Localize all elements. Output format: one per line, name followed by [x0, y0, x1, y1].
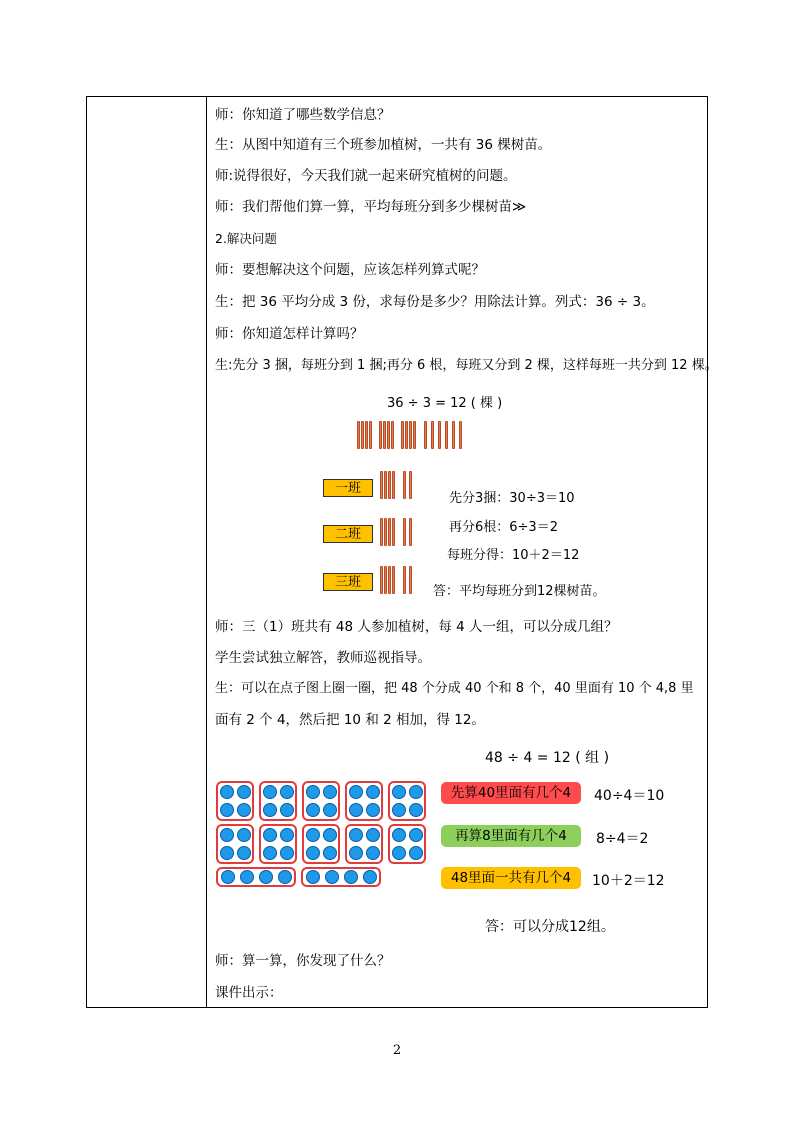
- dot: [263, 828, 277, 842]
- dot: [349, 785, 363, 799]
- step-calc: 10＋2＝12: [592, 873, 665, 889]
- stick-bundle: [380, 471, 398, 499]
- dot: [409, 785, 423, 799]
- dot-group: [302, 781, 340, 821]
- dot: [349, 846, 363, 860]
- dot: [306, 846, 320, 860]
- dot-group: [301, 867, 381, 887]
- dot-group: [216, 824, 254, 864]
- text-line: 师：我们帮他们算一算，平均每班分到多少棵树苗≫: [215, 199, 527, 215]
- stick-bundle: [357, 421, 375, 449]
- dot: [280, 828, 294, 842]
- text-line: 学生尝试独立解答，教师巡视指导。: [215, 650, 431, 666]
- figure1-equation: 36 ÷ 3 = 12 ( 棵 ): [387, 396, 503, 411]
- dot-group: [345, 781, 383, 821]
- dot: [392, 828, 406, 842]
- text-line: 生：把 36 平均分成 3 份，求每份是多少？用除法计算。列式：36 ÷ 3。: [215, 294, 655, 310]
- dot-group: [216, 781, 254, 821]
- single-stick: [438, 421, 441, 449]
- dot: [392, 803, 406, 817]
- dot: [349, 828, 363, 842]
- step-box-yellow: 48里面一共有几个4: [441, 867, 581, 889]
- text-line: 师：你知道怎样计算吗？: [215, 326, 364, 342]
- dot-group: [302, 824, 340, 864]
- stick-bundle: [380, 518, 398, 546]
- dot: [220, 846, 234, 860]
- figure1-step: 每班分得：10＋2＝12: [447, 548, 580, 563]
- single-stick: [431, 421, 434, 449]
- dot: [306, 828, 320, 842]
- dot: [323, 785, 337, 799]
- dot: [237, 785, 251, 799]
- class-label: 一班: [323, 479, 373, 497]
- dot: [280, 803, 294, 817]
- single-stick: [409, 566, 412, 594]
- dot-group: [388, 824, 426, 864]
- dot: [409, 803, 423, 817]
- text-line: 师：三（1）班共有 48 人参加植树，每 4 人一组，可以分成几组？: [215, 619, 618, 635]
- dot: [366, 803, 380, 817]
- stick-bundle: [380, 566, 398, 594]
- lesson-table: [86, 96, 718, 1008]
- column-divider: [206, 97, 207, 1007]
- dot: [323, 846, 337, 860]
- text-line: 面有 2 个 4，然后把 10 和 2 相加，得 12。: [215, 712, 485, 728]
- single-stick: [459, 421, 462, 449]
- dot: [409, 846, 423, 860]
- text-line: 生：可以在点子图上圈一圈，把 48 个分成 40 个和 8 个，40 里面有 10 个 4,8 里: [215, 681, 694, 696]
- dot: [263, 803, 277, 817]
- dot: [278, 870, 292, 884]
- text-line: 师：你知道了哪些数学信息？: [215, 107, 391, 123]
- dot: [363, 870, 377, 884]
- dot: [263, 846, 277, 860]
- single-stick: [403, 471, 406, 499]
- dot: [392, 846, 406, 860]
- dot-group: [216, 867, 296, 887]
- figure2-answer: 答：可以分成12组。: [485, 919, 615, 935]
- dot: [306, 870, 320, 884]
- dot: [366, 785, 380, 799]
- dot: [344, 870, 358, 884]
- text-line: 师：算一算，你发现了什么？: [215, 953, 391, 969]
- text-line: 师:说得很好，今天我们就一起来研究植树的问题。: [215, 168, 517, 184]
- dot: [323, 803, 337, 817]
- dot: [240, 870, 254, 884]
- dot: [325, 870, 339, 884]
- single-stick: [409, 471, 412, 499]
- dot: [237, 803, 251, 817]
- dot: [259, 870, 273, 884]
- dot: [409, 828, 423, 842]
- figure1-step: 再分6根：6÷3＝2: [449, 520, 558, 535]
- figure2-equation: 48 ÷ 4 = 12 ( 组 ): [485, 750, 610, 766]
- single-stick: [452, 421, 455, 449]
- dot: [306, 785, 320, 799]
- dot: [280, 846, 294, 860]
- single-stick: [424, 421, 427, 449]
- figure1-step: 先分3捆：30÷3＝10: [449, 491, 575, 506]
- dot: [220, 803, 234, 817]
- dot: [392, 785, 406, 799]
- text-line: 生:先分 3 捆，每班分到 1 捆;再分 6 根，每班又分到 2 棵，这样每班一共分到 12 棵。: [215, 358, 718, 373]
- stick-bundle: [401, 421, 419, 449]
- page-number: 2: [392, 1043, 402, 1058]
- dot: [220, 785, 234, 799]
- dot: [366, 846, 380, 860]
- single-stick: [403, 566, 406, 594]
- dot: [349, 803, 363, 817]
- figure1-answer: 答：平均每班分到12棵树苗。: [433, 584, 606, 599]
- step-box-red: 先算40里面有几个4: [441, 782, 581, 804]
- dot-group: [259, 824, 297, 864]
- dot: [280, 785, 294, 799]
- text-line: 课件出示：: [215, 985, 283, 1001]
- dot-group: [388, 781, 426, 821]
- text-line: 师：要想解决这个问题，应该怎样列算式呢？: [215, 262, 485, 278]
- dot: [323, 828, 337, 842]
- dot-group: [259, 781, 297, 821]
- dot: [220, 828, 234, 842]
- text-line: 生：从图中知道有三个班参加植树，一共有 36 棵树苗。: [215, 137, 552, 153]
- dot: [221, 870, 235, 884]
- dot: [366, 828, 380, 842]
- stick-bundle: [379, 421, 397, 449]
- dot: [306, 803, 320, 817]
- dot-group: [345, 824, 383, 864]
- single-stick: [403, 518, 406, 546]
- step-box-green: 再算8里面有几个4: [441, 825, 581, 847]
- section-heading: 2.解决问题: [215, 231, 277, 246]
- dot: [237, 846, 251, 860]
- dot: [263, 785, 277, 799]
- class-label: 二班: [323, 525, 373, 543]
- single-stick: [445, 421, 448, 449]
- single-stick: [409, 518, 412, 546]
- dot: [237, 828, 251, 842]
- class-label: 三班: [323, 573, 373, 591]
- step-calc: 8÷4＝2: [596, 831, 649, 847]
- step-calc: 40÷4＝10: [594, 788, 665, 804]
